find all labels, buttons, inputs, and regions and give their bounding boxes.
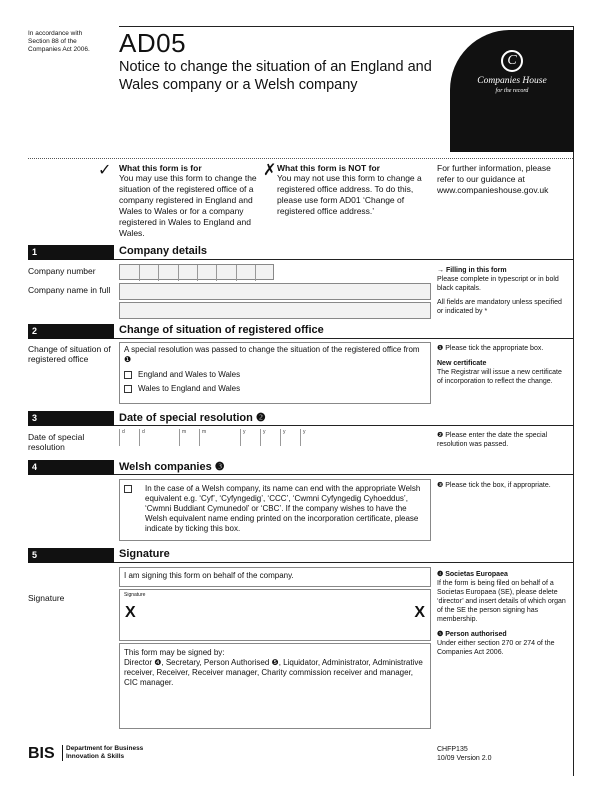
section-1-note [437, 266, 567, 316]
date-cell-year[interactable]: y [240, 429, 256, 446]
date-cell-month[interactable]: m [179, 429, 195, 446]
legal-line: In accordance with [28, 30, 83, 37]
note-title: ❹ Societas Europaea [437, 571, 508, 578]
crown-icon: C [501, 50, 523, 72]
note-title: New certificate [437, 360, 487, 367]
form-code: AD05 [119, 28, 187, 58]
info-text: For further information, please refer to our guidance at www.companieshouse.gov.uk [437, 163, 551, 195]
checkbox[interactable] [124, 371, 132, 379]
form-version-text: 10/09 Version 2.0 [437, 755, 492, 762]
dotted-divider [28, 158, 573, 159]
signing-behalf-box [119, 567, 431, 587]
section-2-note [437, 344, 569, 386]
signature-x-left: X [125, 604, 136, 621]
option-label: Wales to England and Wales [138, 384, 241, 393]
signature-field-label: Signature [124, 592, 146, 598]
section-5-header [28, 548, 573, 563]
signed-by-text: Director ❹, Secretary, Person Authorised ❺, Liquidator, Administrator, Administrative receiver, Receiver, Receiver manager, Charity commission receiver and manager, CIC manager. [124, 658, 423, 687]
change-situation-label: Change of situation of registered office [28, 344, 111, 364]
info-text: You may use this form to change the situation of the registered office of a company registered in England and Wales to Wales or for a company registered in Wales to England and Wales. [119, 173, 257, 238]
what-form-is-for [119, 163, 259, 239]
section-5-note [437, 570, 569, 657]
date-cell-month[interactable]: m [199, 429, 215, 446]
legal-reference [28, 30, 108, 54]
welsh-companies-text: In the case of a Welsh company, its name can end with the appropriate Welsh equivalent e.g. ‘Cyf’, ‘Cyfyngedig’, ‘CCC’, ‘Cwmni Cyfyngedig Cyhoeddus’, ‘Cwmni Buddiant Cymunedol’ or ‘CBC’. If the company wishes to have the Welsh equivalent name ending printed on the incorporation certificate, please indicate by ticking this box. [145, 484, 421, 533]
signature-x-right: X [414, 604, 425, 621]
section-2-header [28, 324, 573, 339]
date-cell-day[interactable]: d [119, 429, 135, 446]
section-title: Welsh companies ❸ [119, 461, 225, 473]
further-information [437, 163, 567, 196]
legal-line: Section 88 of the [28, 38, 77, 45]
note-title: ❺ Person authorised [437, 631, 507, 638]
date-input[interactable] [119, 429, 319, 446]
date-label: Date of special resolution [28, 432, 85, 452]
signed-by-intro: This form may be signed by: [124, 648, 225, 657]
section-title: Change of situation of registered office [119, 324, 324, 336]
section-number: 4 [28, 460, 114, 475]
note-text: The Registrar will issue a new certificate of incorporation to reflect the change. [437, 369, 562, 385]
signature-label: Signature [28, 593, 65, 603]
date-cell-day[interactable]: d [139, 429, 155, 446]
note-text: If the form is being filed on behalf of a Societas Europaea (SE), please delete ‘director’ and insert details of which organ of the SE the person signing has membership. [437, 580, 566, 623]
info-heading: What this form is NOT for [277, 163, 380, 173]
bis-logo: BIS [28, 745, 55, 762]
welsh-name-checkbox[interactable] [124, 485, 132, 493]
section-number: 1 [28, 245, 114, 260]
date-cell-year[interactable]: y [260, 429, 276, 446]
section-title: Date of special resolution ❷ [119, 412, 266, 424]
section-4-header [28, 460, 573, 475]
section-title: Company details [119, 245, 208, 257]
signature-field[interactable] [119, 589, 431, 641]
department-name [62, 745, 143, 761]
section-number: 3 [28, 411, 114, 426]
change-situation-box [119, 342, 431, 404]
department-line: Department for Business [66, 745, 144, 752]
cross-icon: ✗ [263, 162, 277, 179]
form-title-line: Wales company or a Welsh company [119, 77, 358, 93]
legal-line: Companies Act 2006. [28, 46, 90, 53]
signing-behalf-text: I am signing this form on behalf of the company. [124, 571, 294, 580]
form-title [119, 58, 439, 94]
section-4-note: ❸ Please tick the box, if appropriate. [437, 482, 551, 489]
tick-icon: ✓ [98, 162, 112, 179]
section-number: 2 [28, 324, 114, 339]
section-3-header [28, 411, 573, 426]
note-title: → Filling in this form [437, 267, 507, 274]
option-wales-to-england[interactable] [124, 384, 426, 394]
department-line: Innovation & Skills [66, 753, 125, 760]
checkbox[interactable] [124, 385, 132, 393]
info-text: You may not use this form to change a registered office address. To do this, please use form AD01 ‘Change of registered office address.’ [277, 173, 422, 216]
form-code-footer: CHFP135 [437, 746, 468, 753]
company-number-input[interactable] [119, 264, 274, 280]
change-situation-intro: A special resolution was passed to change the situation of the registered office from ❶ [124, 345, 420, 364]
companies-house-logo [450, 30, 574, 152]
top-rule [119, 26, 574, 27]
logo-name: Companies House [477, 76, 547, 86]
date-cell-year[interactable]: y [300, 429, 316, 446]
option-label: England and Wales to Wales [138, 370, 241, 379]
what-form-is-not-for [277, 163, 425, 217]
signed-by-box [119, 643, 431, 729]
form-title-line: Notice to change the situation of an England and [119, 59, 432, 75]
option-england-to-wales[interactable] [124, 370, 426, 380]
section-title: Signature [119, 548, 170, 560]
logo-tagline: for the record [495, 88, 529, 94]
note-text: ❶ Please tick the appropriate box. [437, 345, 544, 352]
form-version [437, 745, 492, 763]
section-3-note: ❷ Please enter the date the special resolution was passed. [437, 432, 548, 448]
date-cell-year[interactable]: y [280, 429, 296, 446]
note-text: Please complete in typescript or in bold black capitals. [437, 276, 559, 292]
note-text: All fields are mandatory unless specified or indicated by * [437, 299, 562, 315]
company-name-input-line1[interactable] [119, 283, 431, 300]
company-name-input-line2[interactable] [119, 302, 431, 319]
company-number-label: Company number [28, 266, 96, 276]
note-text: Under either section 270 or 274 of the Companies Act 2006. [437, 640, 555, 656]
info-heading: What this form is for [119, 163, 202, 173]
section-1-header [28, 245, 573, 260]
section-number: 5 [28, 548, 114, 563]
company-name-label: Company name in full [28, 285, 111, 295]
welsh-companies-box [119, 479, 431, 541]
